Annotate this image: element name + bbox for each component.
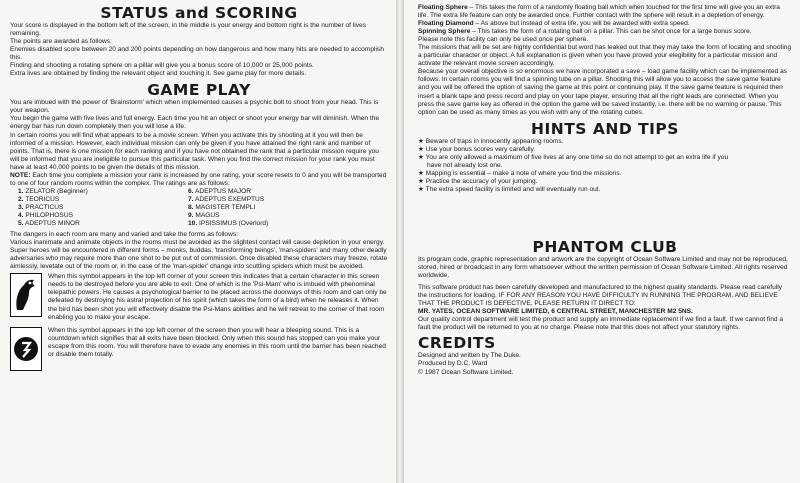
danger-paragraph: Super heroes will be encountered in different forms – monks, buddas, 'transforming beings', 'man-spiders' and many other deadly adversaries who may require more than one shot to be put out of commission. Once disabled these characters may freeze, rotate aimlessly, levetate out of the room or, in the case of the 'man-spider' change into scuttling spiders which must be avoided. xyxy=(10,247,388,271)
phantom-club-heading: PHANTOM CLUB xyxy=(532,237,678,256)
rating-item: 3. PRACTICUS xyxy=(18,203,64,211)
clock-symbol-text: When this symbol appears in the top left corner of the screen then you will hear a bleeping sound. This is a countdown which signifies that all exits have been blocked. Only when this sound has stopped can you make your escape from this room. You will therefore have to evade any enemies in this room until the barrier has been reached or disable them totally. xyxy=(48,326,386,358)
status-paragraph: Your score is displayed in the bottom left of the screen, in the middle is your energy and bottom right is the number of lives remaining. xyxy=(10,22,367,38)
rating-item: 4. PHILOPHOSUS xyxy=(18,211,73,219)
gameplay-paragraph: You begin the game with five lives and full energy. Each time you hit an object or shoot your energy bar will diminish. When the energy bar has run down completely then you will lose a life. xyxy=(10,115,380,131)
danger-paragraph: Various inanimate and animate objects in the rooms must be avoided as the slightest contact will cause depletion in your energy. xyxy=(10,239,385,247)
status-paragraph: Enemies disabled score between 20 and 200 points depending on how dangerous and how many hits are needed to accomplish this. xyxy=(10,46,384,62)
game-play-heading: GAME PLAY xyxy=(147,81,251,100)
copyright-paragraph: Its program code, graphic representation and artwork are the copyright of Ocean Software Limited and may not be reproduced, stored, hired or broadcast in any form whatsoever without the written permission of Ocean Software Limited. All rights reserved worldwide. xyxy=(418,255,788,280)
rating-item: 8. MAGISTER TEMPLI xyxy=(188,203,256,211)
tip-item: ★ Beware of traps in innocently appearing rooms. xyxy=(418,137,564,145)
rating-item: 1. ZELATOR (Beginner) xyxy=(18,187,88,195)
gameplay-paragraph: You are imbued with the power of 'Brainstorm' which when implemented causes a psychic bolt to shoot from your head. This is your weapon. xyxy=(10,99,379,115)
tip-item: ★ Use your bonus scores very carefully. xyxy=(418,145,536,153)
rating-item: 6. ADEPTUS MAJOR xyxy=(188,187,252,195)
credit-line: © 1987 Ocean Software Limited. xyxy=(418,368,514,376)
page-gutter xyxy=(396,0,404,483)
bird-symbol-text: When this symbol appears in the top left corner of your screen this indicates that a certain character in this screen needs to be destroyed before you are able to exit. One of which is the 'Psi-Mam' who is imbued with phenominal telepathic powers. He causes a psychological barrier to be placed across the doorways of this room and can only be defeated by destroying his astral projection of his spirit (which takes the form of a bird) when he releases it. When the bird has been shot you will effectively disable the Psi-Mans abilities and he will retreat to the corner of that room enabling you to make your escape. xyxy=(48,273,387,321)
clock-symbol-section xyxy=(10,327,388,371)
status-paragraph: Finding and shooting a rotating sphere on a pillar will give you a bonus score of 10,000 or 25,000 points. xyxy=(10,62,314,70)
rating-item: 7. ADEPTUS EXEMPTUS xyxy=(188,195,265,203)
tip-item: ★ Practice the accuracy of your jumping. xyxy=(418,177,538,185)
rating-item: 10. IPSISSIMUS (Overlord) xyxy=(188,220,269,228)
gameplay-paragraph: In certain rooms you will find what appears to be a movie screen. When you activate this by shooting at it you will then be informed of a mission. However, each individual mission can only be given if you have attained the right rank and number of points. That is, there is one mission for each ranking and if you have not obtained the rank that a particular mission require you will be informed that you are ineligible to pursue this particular task. When you find the correct mission for your rank you must have at least 40,000 points to be given the details of this mission. xyxy=(10,131,379,171)
danger-paragraph: The dangers in each room are many and varied and take the forms as follows: xyxy=(10,231,238,239)
tip-item: ★ The extra speed facility is limited and will eventually run out. xyxy=(418,185,601,193)
right-page xyxy=(404,0,800,483)
tip-item: have not already lost one. xyxy=(427,161,503,169)
blank-space xyxy=(418,194,792,238)
note-text: Each time you complete a mission your rank is increased by one rating, your score resets to 0 and you will be transported to one of four random rooms within the complex. The ratings are as follows: xyxy=(10,171,387,187)
mission-paragraph: Please note this facility can only be used once per sphere. xyxy=(418,36,589,44)
quality-control-paragraph: Our quality control department will test the product and supply an immediate replacement if we find a fault. If we cannot find a fault the product will be returned to you at no charge. Please note that this does not affect your statutory rights. xyxy=(418,316,784,332)
status-paragraph: The points are awarded as follows: xyxy=(10,38,112,46)
status-scoring-heading: STATUS and SCORING xyxy=(100,4,298,22)
return-address: MR. YATES, OCEAN SOFTWARE LIMITED, 6 CENTRAL STREET, MANCHESTER M2 5NS. xyxy=(418,308,693,316)
countdown-clock-icon xyxy=(10,327,42,371)
bird-symbol-section xyxy=(10,273,388,321)
credit-line: Produced by D.C. Ward xyxy=(418,360,488,368)
left-page xyxy=(0,0,396,483)
tip-item: ★ You are only allowed a maximum of five lives at any one time so do not attempt to get an extra life if you xyxy=(418,153,729,161)
tips-list xyxy=(418,138,792,194)
rating-item: 5. ADEPTUS MINOR xyxy=(18,220,80,228)
note-label: NOTE: xyxy=(10,171,31,179)
status-paragraph: Extra lives are obtained by finding the relevant object and touching it. See game play for more details. xyxy=(10,70,307,78)
credit-line: Designed and written by The Duke. xyxy=(418,352,521,360)
quality-paragraph: This software product has been carefully developed and manufactured to the highest quality standards. Please read carefully the instructions for loading. IF FOR ANY REASON YOU HAVE DIFFICULTY IN RUNNING THE PROGRAM, AND BELIEVE THAT THE PRODUCT IS DEFECTIVE, PLEASE RETURN IT DIRECT TO: xyxy=(418,284,782,308)
note-paragraph xyxy=(10,172,388,188)
mission-paragraph: The missions that will be set are highly confidential but word has leaked out that they may take the form of locating and shooting a particular character or object. A full explanation is given when you have proved your elegibility for a particular mission and activate the relevant movie screen accordingly. xyxy=(418,44,792,68)
sphere-item: Floating Sphere – This takes the form of a randomly floating ball which when touched for the first time will give you an extra life. The extra life feature can only be awarded once. Further contact with the sphere will result in a depletion of energy. xyxy=(418,4,780,20)
credits-heading: CREDITS xyxy=(418,334,496,353)
hints-tips-heading: HINTS AND TIPS xyxy=(531,119,679,138)
bird-icon xyxy=(10,273,42,317)
sphere-item: Floating Diamond – As above but instead of extra life, you will be awarded with extra speed. xyxy=(418,20,690,28)
tip-item: ★ Mapping is essential – make a note of where you find the missions. xyxy=(418,169,622,177)
rating-item: 2. TEORICUS xyxy=(18,195,60,203)
sphere-item: Spinning Sphere – This takes the form of a rotating ball on a pillar. This can be shot once for a large bonus score. xyxy=(418,28,752,36)
rating-item: 9. MAGUS xyxy=(188,211,220,219)
ratings-list xyxy=(18,188,388,228)
mission-paragraph: Because your overall objective is so enormous we have incorporated a save – load game facility which can be implemented as follows. In certain rooms you will find a spinning tube on a pillar. Shooting this will allow you to access the save game feature and you will be offered the option of saving the game at this point or continuing play. If the save game feature is required then insert a blank tape and press record and play on your tape player, ensuring that all the right leads are connected. When you press the save game key as offered in the option the game will be saved instantly, i.e. there will be no warning or pause. This option can be used as many times as you wish with any of the rotating cubes. xyxy=(418,68,788,116)
